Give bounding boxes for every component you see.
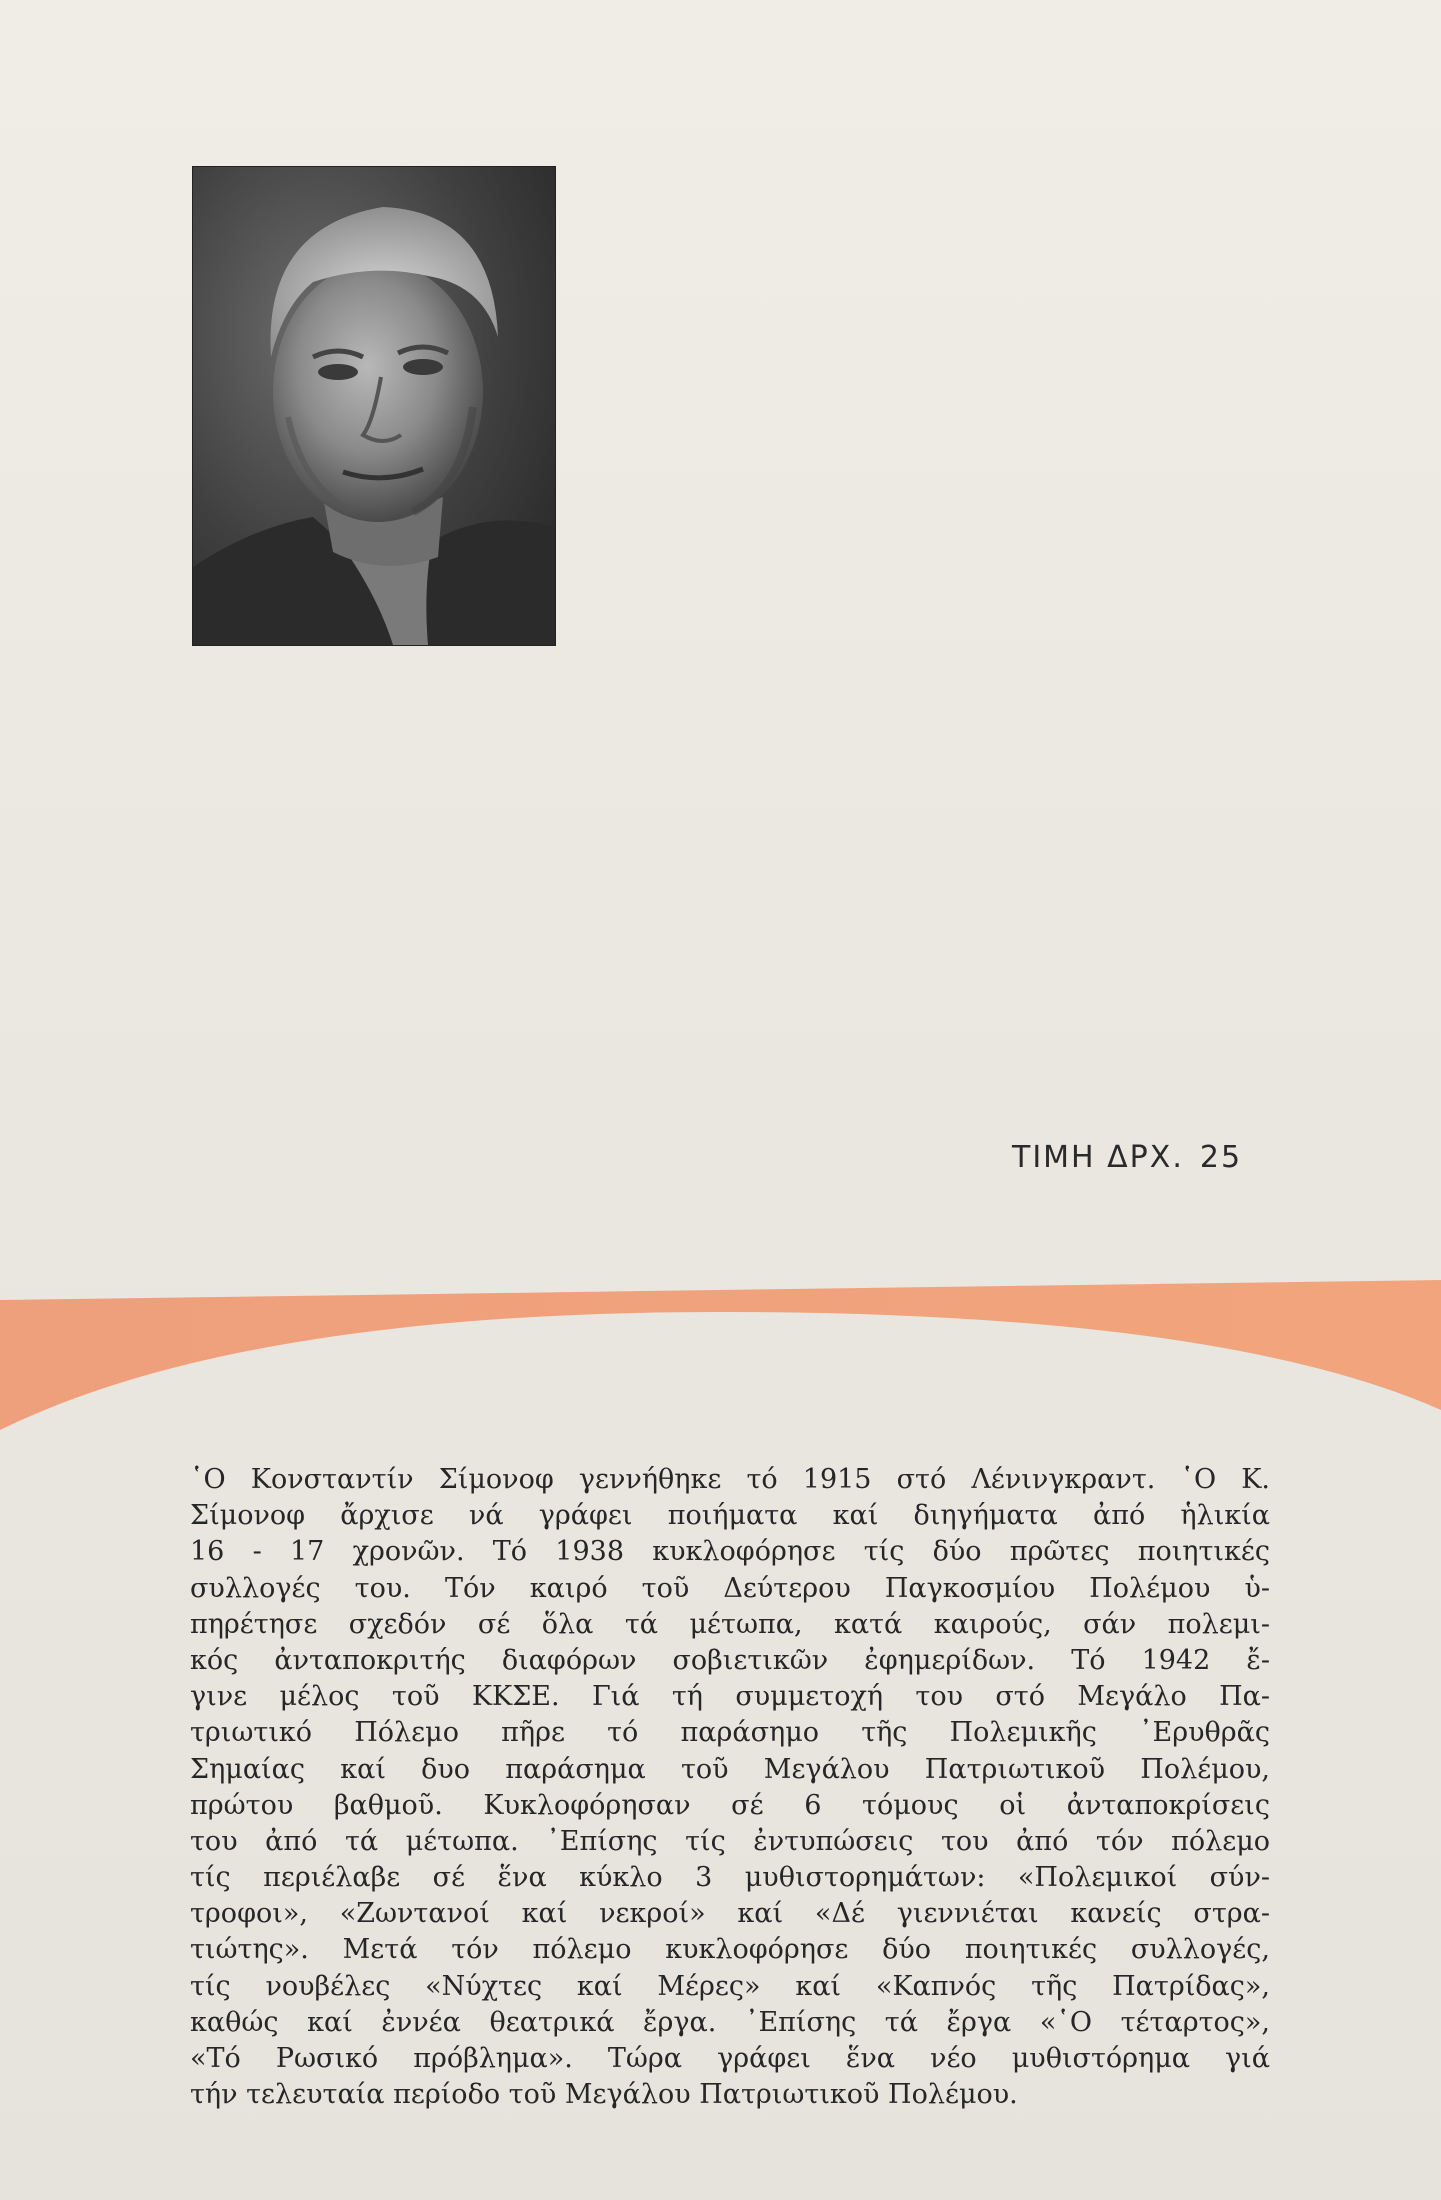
bio-line: τιώτης». Μετά τόν πόλεμο κυκλοφόρησε δύο ποιητικές συλλογές, <box>190 1934 1270 1966</box>
bio-line: Σίμονοφ ἄρχισε νά γράφει ποιήματα καί διηγήματα ἀπό ἡλικία <box>190 1500 1270 1532</box>
bio-line: τίς νουβέλες «Νύχτες καί Μέρες» καί «Καπνός τῆς Πατρίδας», <box>190 1970 1270 2002</box>
bio-line: ῾Ο Κονσταντίν Σίμονοφ γεννήθηκε τό 1915 στό Λένινγκραντ. ῾Ο Κ. <box>190 1464 1270 1495</box>
bio-line: του ἀπό τά μέτωπα. ᾽Επίσης τίς ἐντυπώσεις του ἀπό τόν πόλεμο <box>190 1825 1270 1857</box>
bio-line: πρώτου βαθμοῦ. Κυκλοφόρησαν σέ 6 τόμους οἱ ἀνταποκρίσεις <box>190 1789 1270 1821</box>
bio-line: τριωτικό Πόλεμο πῆρε τό παράσημο τῆς Πολεμικῆς ᾽Ερυθρᾶς <box>190 1717 1270 1749</box>
price-value: 25 <box>1199 1140 1243 1175</box>
bio-line: κός ἀνταποκριτής διαφόρων σοβιετικῶν ἐφημερίδων. Τό 1942 ἔ- <box>190 1644 1270 1676</box>
author-biography <box>190 1462 1270 2113</box>
bio-line: Σημαίας καί δυο παράσημα τοῦ Μεγάλου Πατριωτικοῦ Πολέμου, <box>190 1753 1270 1785</box>
bio-line: τροφοι», «Ζωντανοί καί νεκροί» καί «Δέ γιεννιέται κανείς στρα- <box>190 1898 1270 1930</box>
author-portrait <box>193 167 555 645</box>
price-tag <box>1012 1140 1272 1175</box>
bio-line: καθώς καί ἐννέα θεατρικά ἔργα. ᾽Επίσης τά ἔργα «῾Ο τέταρτος», <box>190 2006 1270 2038</box>
bio-line: τήν τελευταία περίοδο τοῦ Μεγάλου Πατριωτικοῦ Πολέμου. <box>190 2079 1018 2111</box>
bio-line: γινε μέλος τοῦ ΚΚΣΕ. Γιά τή συμμετοχή του στό Μεγάλο Πα- <box>190 1681 1270 1713</box>
bio-line: πηρέτησε σχεδόν σέ ὅλα τά μέτωπα, κατά καιρούς, σάν πολεμι- <box>190 1608 1270 1640</box>
bio-line: τίς περιέλαβε σέ ἕνα κύκλο 3 μυθιστορημάτων: «Πολεμικοί σύν- <box>190 1862 1270 1894</box>
bio-line: «Τό Ρωσικό πρόβλημα». Τώρα γράφει ἕνα νέο μυθιστόρημα γιά <box>190 2043 1270 2074</box>
price-label: ΤΙΜΗ ΔΡΧ. <box>1012 1140 1184 1175</box>
bio-line: συλλογές του. Τόν καιρό τοῦ Δεύτερου Παγκοσμίου Πολέμου ὑ- <box>190 1572 1270 1604</box>
portrait-image <box>193 167 555 645</box>
bio-line: 16 - 17 χρονῶν. Τό 1938 κυκλοφόρησε τίς δύο πρῶτες ποιητικές <box>190 1536 1270 1568</box>
band-shape <box>0 1280 1441 1430</box>
